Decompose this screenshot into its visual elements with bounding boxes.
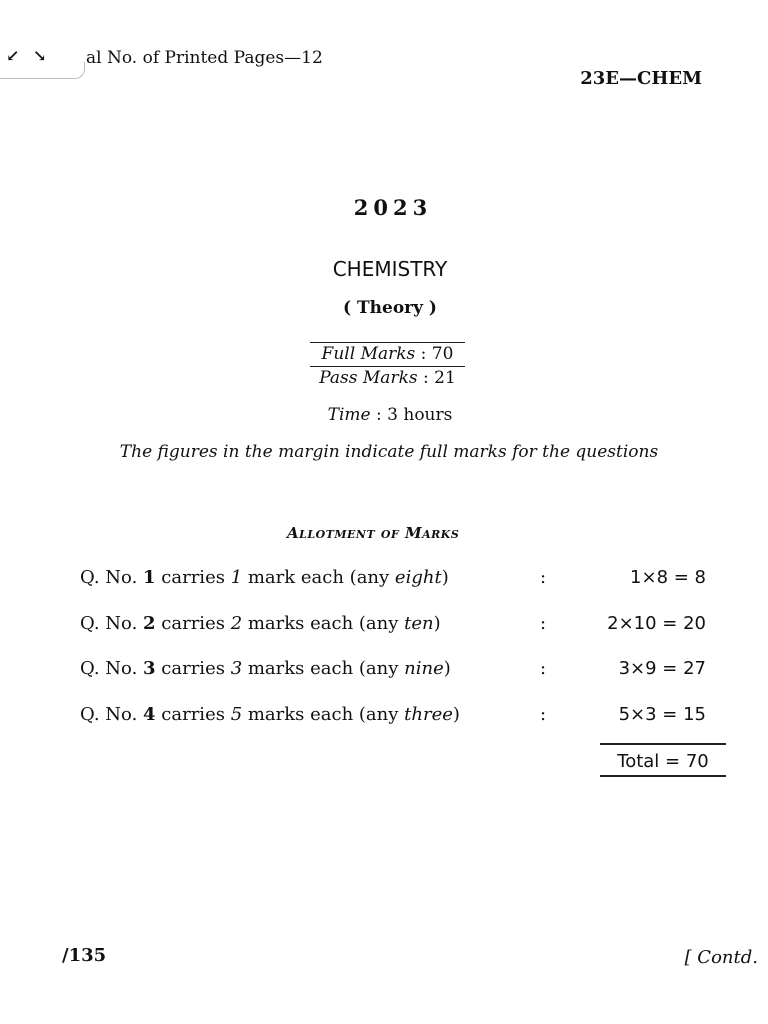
allotment-calc: 1×8 = 8 — [630, 567, 706, 588]
footer-code: /135 — [62, 945, 107, 966]
time-value: : 3 hours — [376, 405, 453, 425]
paper-type: ( Theory ) — [343, 298, 437, 318]
allotment-colon: : — [540, 567, 547, 588]
allotment-row — [80, 613, 720, 643]
printed-pages-note: al No. of Printed Pages—12 — [86, 48, 323, 68]
allotment-description: Q. No. 1 carries 1 mark each (any eight) — [80, 567, 449, 588]
pass-marks-value: : 21 — [423, 368, 456, 388]
exam-year: 2023 — [353, 195, 433, 220]
allotment-colon: : — [540, 658, 547, 679]
allotment-heading: Allotment of Marks — [287, 524, 460, 542]
instruction-text: The figures in the margin indicate full marks for the questions — [119, 442, 659, 462]
marks-block — [310, 342, 465, 388]
full-marks-value: : 70 — [420, 344, 454, 364]
continued-note: [ Contd. — [684, 947, 758, 968]
allotment-description: Q. No. 4 carries 5 marks each (any three) — [80, 704, 460, 725]
allotment-calc: 5×3 = 15 — [618, 704, 706, 725]
corner-marks: ↙ ↘ — [6, 46, 51, 65]
allotment-row — [80, 658, 720, 688]
allotment-calc: 3×9 = 27 — [618, 658, 706, 679]
exam-subject: CHEMISTRY — [332, 257, 448, 281]
allotment-row — [80, 567, 720, 597]
allotment-description: Q. No. 2 carries 2 marks each (any ten) — [80, 613, 441, 634]
pass-marks-label: Pass Marks — [319, 368, 418, 388]
time-label: Time — [327, 405, 371, 425]
paper-code: 23E—CHEM — [580, 68, 702, 89]
total-marks: Total = 70 — [600, 743, 726, 777]
full-marks — [310, 342, 465, 367]
pass-marks — [310, 367, 465, 388]
allotment-calc: 2×10 = 20 — [607, 613, 706, 634]
allotment-description: Q. No. 3 carries 3 marks each (any nine) — [80, 658, 451, 679]
allotment-colon: : — [540, 613, 547, 634]
full-marks-label: Full Marks — [321, 344, 416, 364]
allotment-row — [80, 704, 720, 734]
allotment-colon: : — [540, 704, 547, 725]
exam-time — [0, 405, 768, 425]
